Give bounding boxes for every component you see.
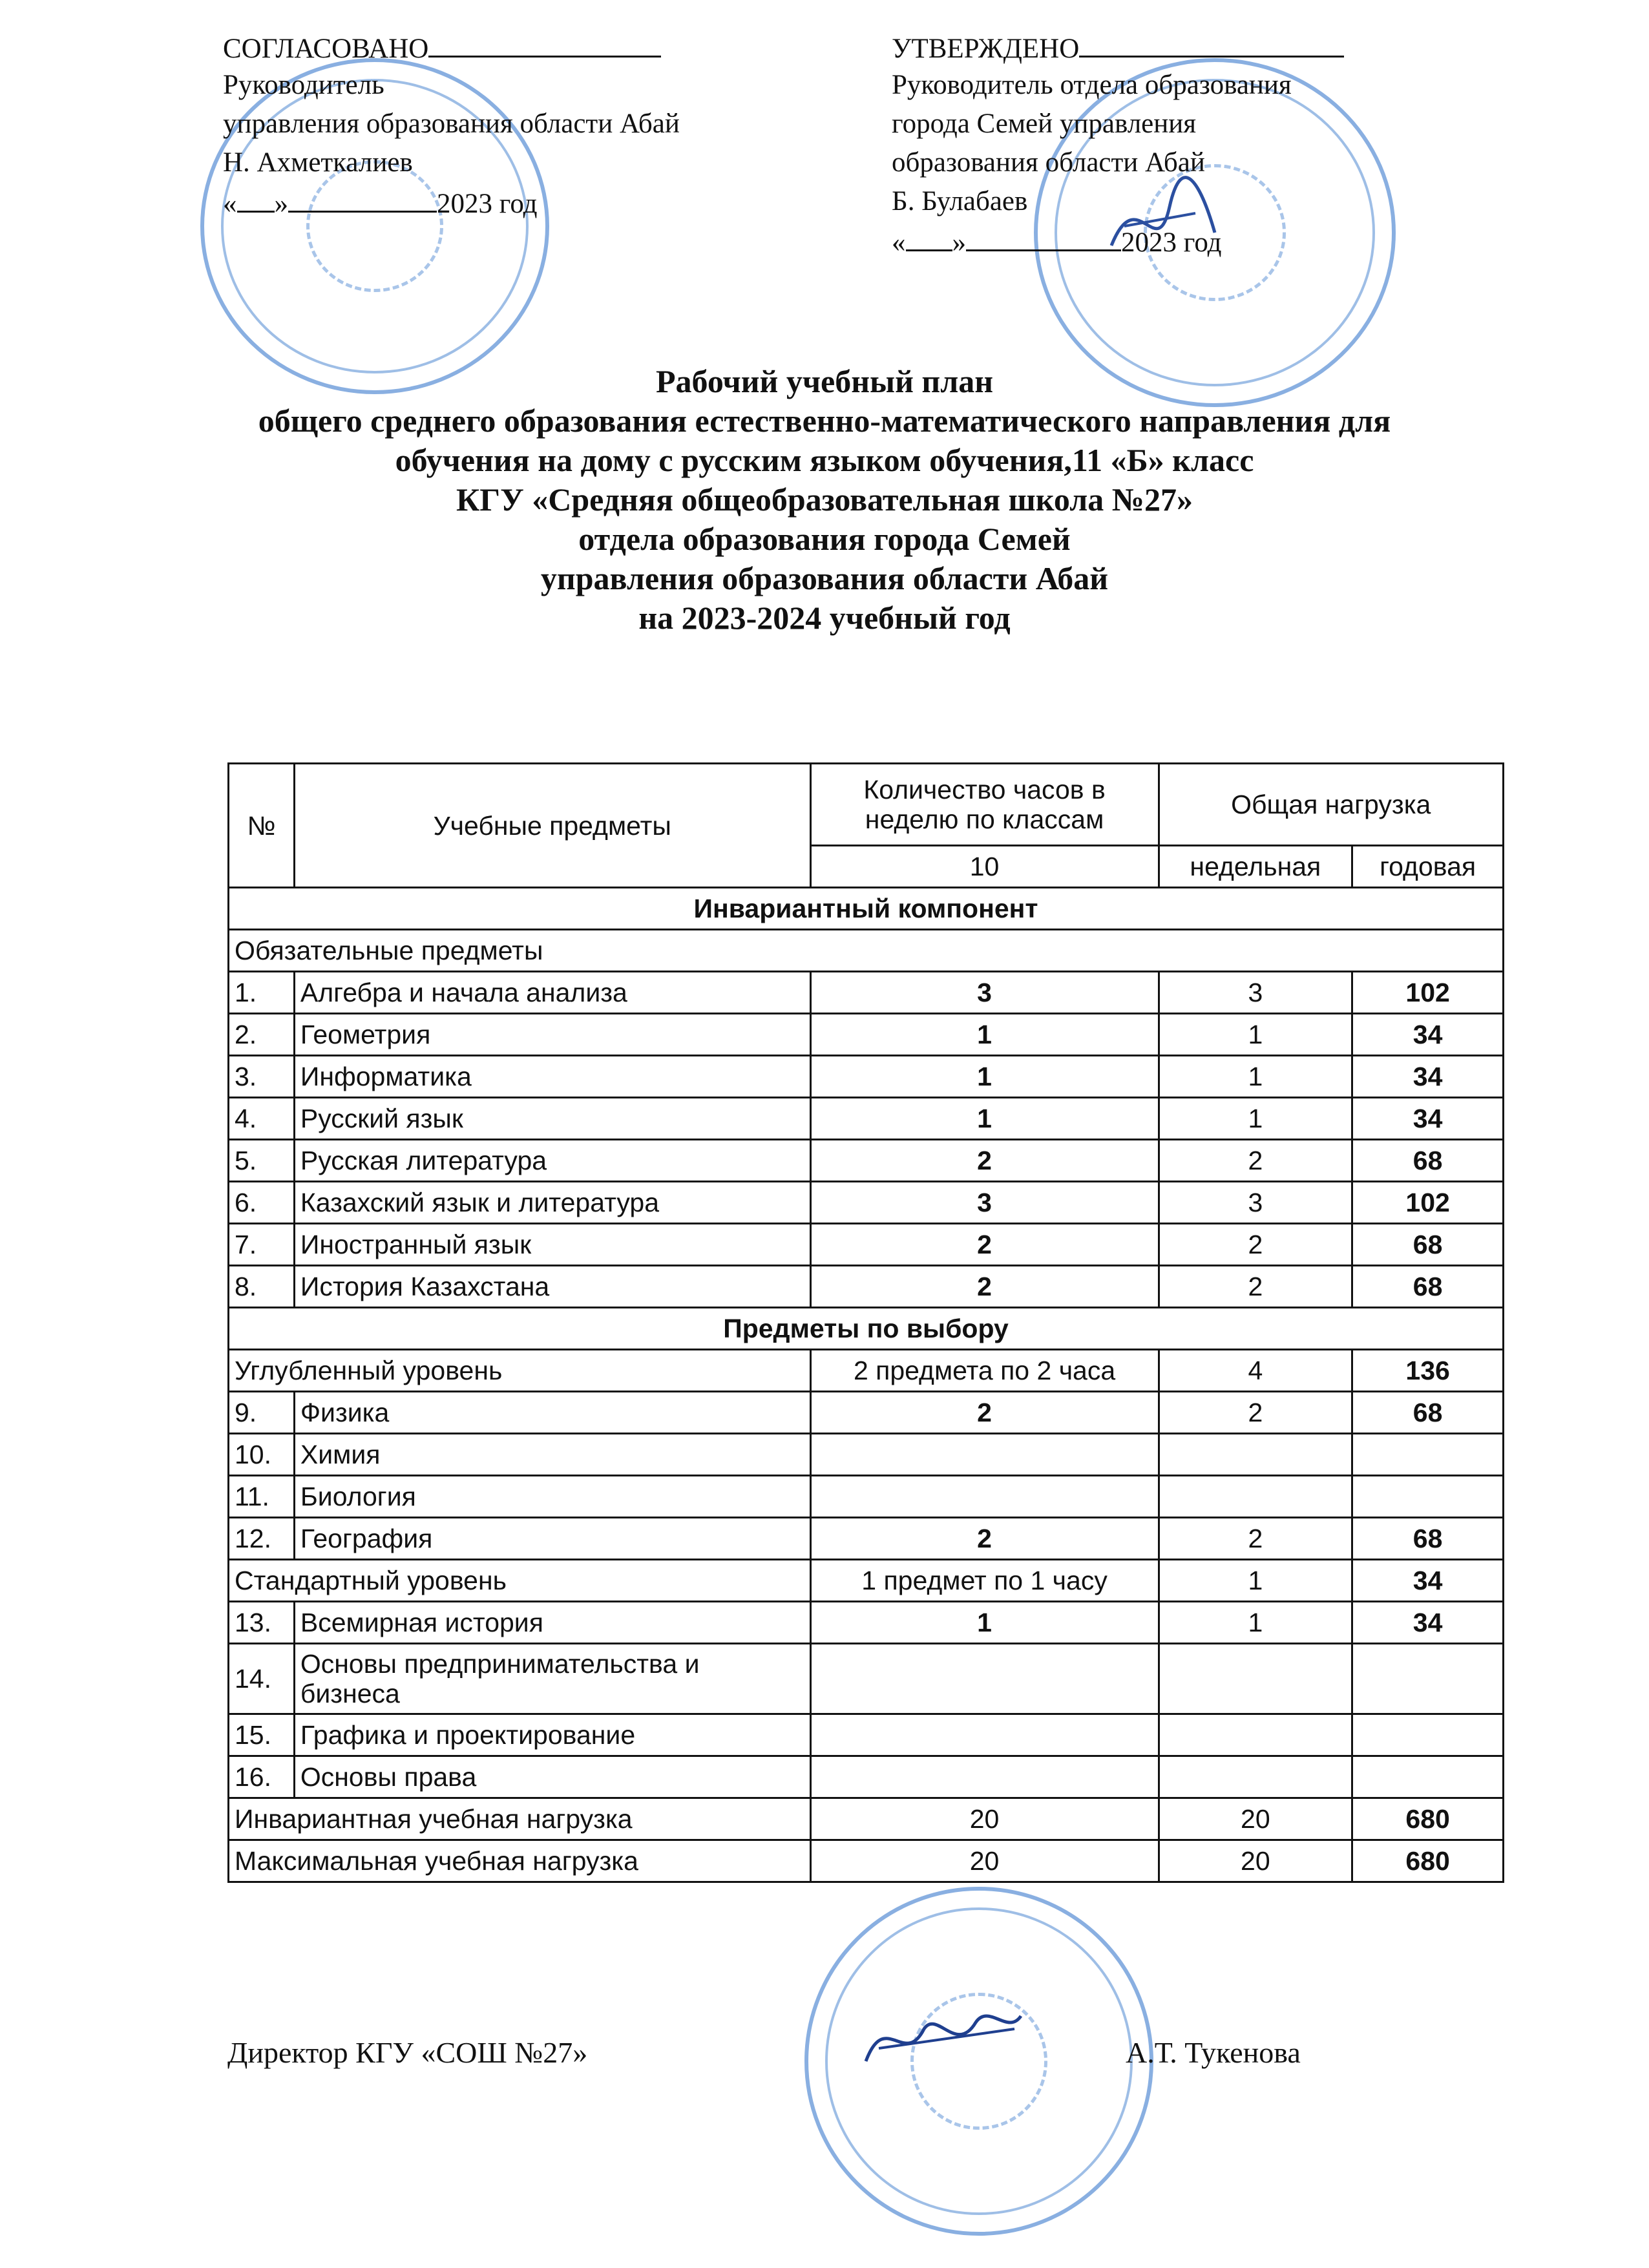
subject-name: Биология — [294, 1476, 810, 1518]
subject-name: Химия — [294, 1434, 810, 1476]
document-title: Рабочий учебный план общего среднего образования естественно-математического направления для обучения на дому с русским языком обучения,11 «Б» класс КГУ «Средняя общеобразовательная школа №27» отдела образования города Семей управления образования области Абай на 2023-2024 учебный год — [258, 363, 1391, 636]
subject-hours — [810, 1434, 1159, 1476]
subject-hours: 2 — [810, 1392, 1159, 1434]
total-row-invariant: Инвариантная учебная нагрузка 20 20 680 — [229, 1798, 1504, 1840]
subject-number: 9. — [229, 1392, 295, 1434]
signature-line — [428, 27, 661, 58]
header-weekly: недельная — [1159, 846, 1352, 888]
subject-number: 1. — [229, 972, 295, 1014]
subsection-row — [229, 930, 1504, 972]
subject-yearly: 68 — [1352, 1140, 1504, 1182]
subject-weekly: 1 — [1159, 1098, 1352, 1140]
subject-weekly: 1 — [1159, 1056, 1352, 1098]
subject-weekly: 3 — [1159, 972, 1352, 1014]
subject-hours: 1 — [810, 1014, 1159, 1056]
table-row — [229, 972, 1504, 1014]
subject-name: География — [294, 1518, 810, 1560]
subject-number: 6. — [229, 1182, 295, 1224]
agreed-date: « » 2023 год — [223, 182, 680, 221]
subject-weekly: 2 — [1159, 1140, 1352, 1182]
subject-name: Казахский язык и литература — [294, 1182, 810, 1224]
subject-hours: 2 — [810, 1224, 1159, 1266]
subject-number: 11. — [229, 1476, 295, 1518]
subject-yearly: 34 — [1352, 1056, 1504, 1098]
subject-hours: 1 — [810, 1098, 1159, 1140]
subject-weekly: 2 — [1159, 1266, 1352, 1308]
subject-name: Физика — [294, 1392, 810, 1434]
header-total-load: Общая нагрузка — [1159, 764, 1504, 846]
table-row: 13. Всемирная история 1 1 34 — [229, 1602, 1504, 1644]
table-row — [229, 1140, 1504, 1182]
table-row — [229, 1182, 1504, 1224]
subject-number: 4. — [229, 1098, 295, 1140]
header-grade: 10 — [810, 846, 1159, 888]
subject-yearly: 68 — [1352, 1518, 1504, 1560]
subject-number: 7. — [229, 1224, 295, 1266]
subject-number: 2. — [229, 1014, 295, 1056]
level-row-advanced: Углубленный уровень 2 предмета по 2 часа 4 136 — [229, 1350, 1504, 1392]
subject-weekly — [1159, 1434, 1352, 1476]
subject-name: Информатика — [294, 1056, 810, 1098]
subject-hours — [810, 1476, 1159, 1518]
signature-approver — [1098, 168, 1228, 271]
signature-director — [859, 1997, 1027, 2081]
subject-yearly — [1352, 1476, 1504, 1518]
header-yearly: годовая — [1352, 846, 1504, 888]
section-invariant: Инвариантный компонент — [229, 888, 1504, 930]
subject-weekly — [1159, 1476, 1352, 1518]
director-title: Директор КГУ «СОШ №27» — [227, 2036, 588, 2069]
section-row — [229, 888, 1504, 930]
subject-number: 8. — [229, 1266, 295, 1308]
curriculum-table — [227, 762, 1504, 1883]
advanced-subjects — [229, 1392, 1504, 1560]
table-row — [229, 1224, 1504, 1266]
header-num: № — [229, 764, 295, 888]
subject-yearly: 68 — [1352, 1392, 1504, 1434]
table-row — [229, 1392, 1504, 1434]
subject-weekly: 2 — [1159, 1518, 1352, 1560]
subject-number: 10. — [229, 1434, 295, 1476]
table-row — [229, 1056, 1504, 1098]
total-row-maximum: Максимальная учебная нагрузка 20 20 680 — [229, 1840, 1504, 1882]
subject-name: История Казахстана — [294, 1266, 810, 1308]
agreed-signatory: Н. Ахметкалиев — [223, 147, 413, 178]
approved-department: образования области Абай — [892, 147, 1205, 178]
subject-yearly: 68 — [1352, 1266, 1504, 1308]
approved-date: « » 2023 год — [892, 221, 1344, 260]
table-row — [229, 1518, 1504, 1560]
subject-weekly: 2 — [1159, 1392, 1352, 1434]
table-row: 14. Основы предпринимательства и бизнеса — [229, 1644, 1504, 1714]
header-hours: Количество часов в неделю по классам — [810, 764, 1159, 846]
required-subjects — [229, 972, 1504, 1308]
table-row — [229, 1476, 1504, 1518]
subject-yearly: 68 — [1352, 1224, 1504, 1266]
subject-hours: 3 — [810, 1182, 1159, 1224]
subject-weekly: 1 — [1159, 1014, 1352, 1056]
table-header-row — [229, 764, 1504, 846]
approved-position: Руководитель отдела образования — [892, 70, 1292, 100]
subject-number: 5. — [229, 1140, 295, 1182]
subject-weekly: 3 — [1159, 1182, 1352, 1224]
subject-hours: 2 — [810, 1140, 1159, 1182]
subject-yearly: 102 — [1352, 1182, 1504, 1224]
director-name: А.Т. Тукенова — [1126, 2036, 1301, 2069]
subject-yearly: 34 — [1352, 1098, 1504, 1140]
table-row: 15. Графика и проектирование — [229, 1714, 1504, 1756]
agreed-heading: СОГЛАСОВАНО — [223, 34, 429, 64]
subject-name: Русская литература — [294, 1140, 810, 1182]
header-subjects: Учебные предметы — [294, 764, 810, 888]
subject-hours: 2 — [810, 1266, 1159, 1308]
signature-line — [1079, 27, 1344, 58]
subsection-required: Обязательные предметы — [229, 930, 1504, 972]
table-row: 16. Основы права — [229, 1756, 1504, 1798]
subject-hours: 3 — [810, 972, 1159, 1014]
section-elective: Предметы по выбору — [229, 1308, 1504, 1350]
subject-yearly — [1352, 1434, 1504, 1476]
subject-hours: 1 — [810, 1056, 1159, 1098]
subject-number: 3. — [229, 1056, 295, 1098]
approved-heading: УТВЕРЖДЕНО — [892, 34, 1080, 64]
subject-name: Геометрия — [294, 1014, 810, 1056]
agreed-position: Руководитель — [223, 70, 384, 100]
level-row-standard: Стандартный уровень 1 предмет по 1 часу 1 34 — [229, 1560, 1504, 1602]
section-row — [229, 1308, 1504, 1350]
approval-block-agreed — [223, 27, 680, 221]
table-row — [229, 1014, 1504, 1056]
subject-name: Иностранный язык — [294, 1224, 810, 1266]
subject-yearly: 102 — [1352, 972, 1504, 1014]
subject-number: 12. — [229, 1518, 295, 1560]
subject-name: Русский язык — [294, 1098, 810, 1140]
approved-signatory: Б. Булабаев — [892, 186, 1028, 216]
agreed-department: управления образования области Абай — [223, 109, 680, 139]
approved-city: города Семей управления — [892, 109, 1197, 139]
subject-weekly: 2 — [1159, 1224, 1352, 1266]
subject-yearly: 34 — [1352, 1014, 1504, 1056]
table-row — [229, 1266, 1504, 1308]
subject-hours: 2 — [810, 1518, 1159, 1560]
subject-name: Алгебра и начала анализа — [294, 972, 810, 1014]
table-row — [229, 1098, 1504, 1140]
table-row — [229, 1434, 1504, 1476]
